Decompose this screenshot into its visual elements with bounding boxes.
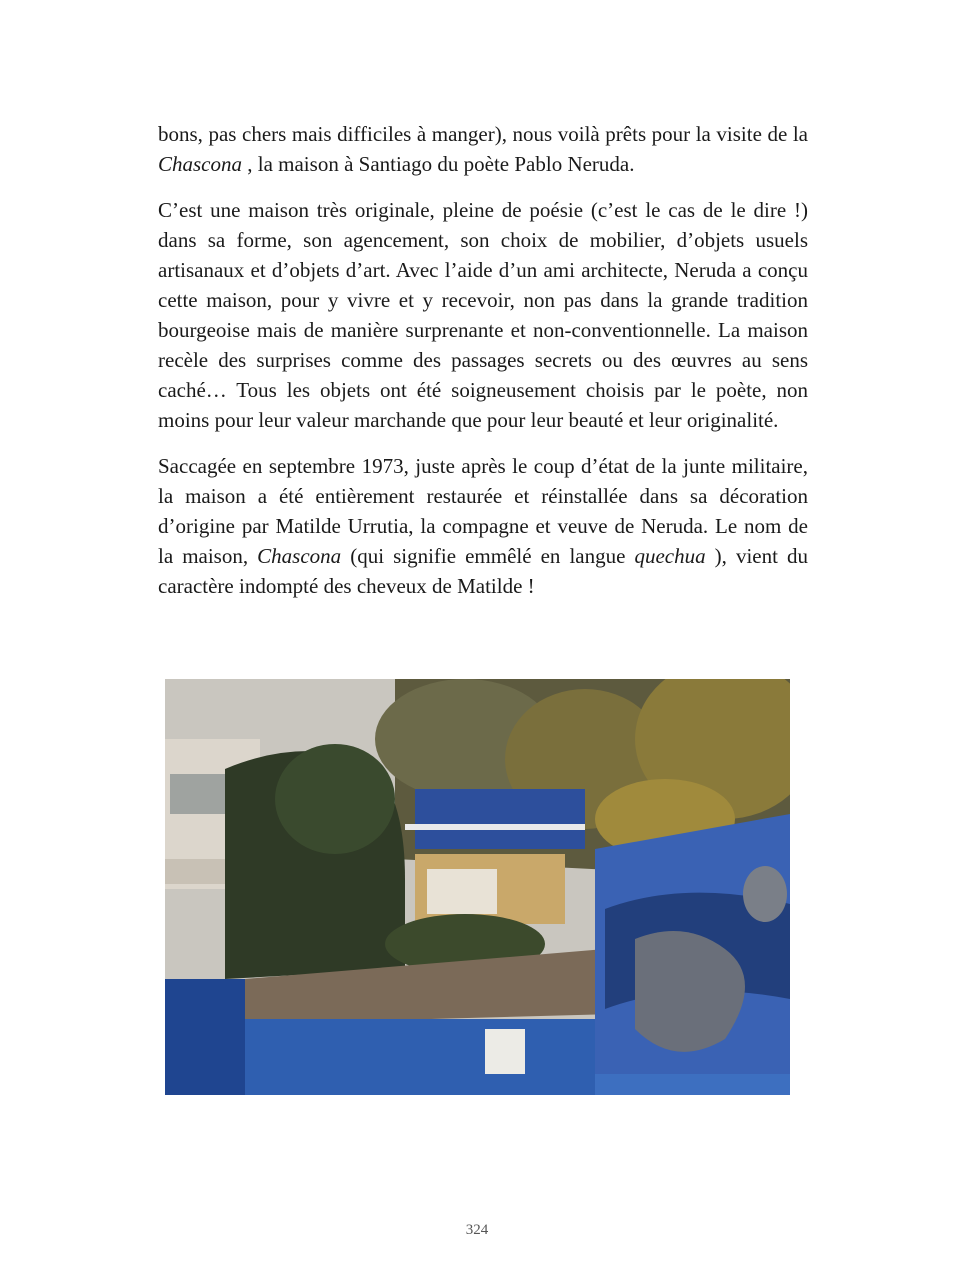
paragraph	[158, 119, 808, 179]
text-run: bons, pas chers mais difficiles à manger), nous voilà prêts pour la visite de la	[158, 122, 808, 146]
text-run: , la maison à Santiago du poète Pablo Neruda.	[242, 152, 635, 176]
text-run: C’est une maison très originale, pleine de poésie (c’est le cas de le dire !) dans sa forme, son agencement, son choix de mobilier, d’objets usuels artisanaux et d’objets d’art. Avec l’aide d’un ami architecte, Neruda a conçu cette maison, pour y vivre et y recevoir, non pas dans la grande tradition bourgeoise mais de manière surprenante et non-conventionnelle. La maison recèle des surprises comme des passages secrets ou des œuvres au sens caché… Tous les objets ont été soigneusement choisis par le poète, non moins pour leur valeur marchande que pour leur beauté et leur originalité.	[158, 198, 808, 432]
house-photo	[165, 679, 790, 1095]
paragraph	[158, 195, 808, 435]
text-run: (qui signifie emmêlé en langue	[341, 544, 635, 568]
text-run: Saccagée en septembre 1973, juste après le coup d’état de la junte militaire, la maison a été entièrement restaurée et réinstallée dans sa décoration d’origine par Matilde Urrutia, la compagne et veuve de Neruda. Le nom de la maison,	[158, 454, 808, 568]
italic-term: quechua	[634, 544, 706, 568]
italic-term: Chascona	[257, 544, 342, 568]
body-text	[158, 119, 808, 617]
text-run: ), vient du caractère indompté des cheveux de Matilde !	[158, 544, 808, 598]
paragraph	[158, 451, 808, 601]
page-number: 324	[465, 1222, 489, 1238]
italic-term: Chascona	[158, 152, 242, 176]
